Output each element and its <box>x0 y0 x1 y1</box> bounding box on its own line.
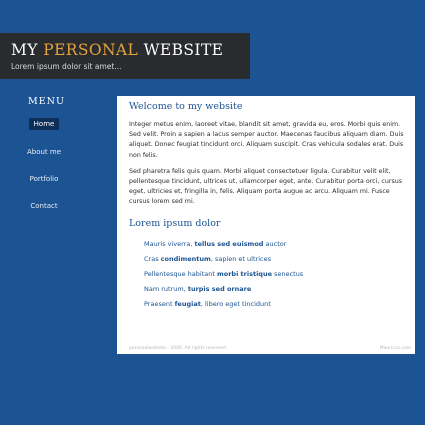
nav-item-portfolio[interactable] <box>0 173 88 185</box>
nav-item-label: Home <box>29 118 60 130</box>
intro-paragraph: Integer metus enim, laoreet vitae, blandit sit amet, gravida eu, eros. Morbi quis enim. Sed velit. Proin a sapien a lacus semper auctor. Maecenas faucibus aliquam diam. Duis aliquet. Donec feugiat tincidunt orci. Aliquam suscipit. Cras vehicula sodales erat. Duis non felis. <box>129 121 404 159</box>
lorem-heading: Lorem ipsum dolor <box>129 217 221 229</box>
list-item-link[interactable] <box>144 252 407 267</box>
nav-item-label: Portfolio <box>29 175 59 183</box>
link-text: senectus <box>272 269 304 278</box>
link-text: Nam rutrum, <box>144 284 188 293</box>
site-tagline: Lorem ipsum dolor sit amet... <box>11 62 122 71</box>
footer-credit-link[interactable]: Mauricus.com <box>379 346 411 351</box>
link-bold-text: condimentum <box>160 254 211 263</box>
link-text: , sapien et ultrices <box>210 254 271 263</box>
title-part-my: MY <box>11 41 38 59</box>
title-part-website: WEBSITE <box>143 41 224 59</box>
link-bold-text: tellus sed euismod <box>194 239 264 248</box>
link-text: Praesent <box>144 299 175 308</box>
list-item-link[interactable] <box>144 267 407 282</box>
nav-item-contact[interactable] <box>0 200 88 212</box>
nav-item-about-me[interactable] <box>0 146 88 158</box>
title-part-personal: PERSONAL <box>43 41 139 59</box>
nav-item-label: Contact <box>30 202 58 210</box>
list-item-link[interactable] <box>144 282 407 297</box>
list-item-link[interactable] <box>144 237 407 252</box>
welcome-heading: Welcome to my website <box>129 101 243 112</box>
main-content <box>117 96 415 354</box>
link-bold-text: morbi tristique <box>216 269 272 278</box>
second-paragraph: Sed pharetra felis quis quam. Morbi aliquet consectetuer ligula. Curabitur velit elit, pellentesque tincidunt, ultrices ut, ullamcorper eget, ante. Curabitur porta orci, cursus eget, ultricies et, fringilla in, felis. Aliquam porta augue ac arcu. Aliquam mi. Fusce cursus lorem sed mi. <box>129 167 402 206</box>
link-text: Pellentesque habitant <box>144 269 217 278</box>
list-item-link[interactable] <box>144 297 407 312</box>
nav-item-home[interactable] <box>0 118 88 130</box>
link-text: auctor <box>263 239 287 248</box>
link-text: Mauris viverra, <box>144 239 195 248</box>
link-list <box>129 237 407 312</box>
site-header <box>0 33 250 79</box>
link-bold-text: feugiat <box>174 299 201 308</box>
link-text: , libero eget tincidunt <box>200 299 271 308</box>
footer-copyright: personalwebsite - 2006. All rights reserved. <box>129 346 228 351</box>
site-title[interactable] <box>11 42 250 59</box>
nav-item-label: About me <box>26 148 62 156</box>
link-bold-text: turpis sed ornare <box>187 284 252 293</box>
menu-heading: MENU <box>28 96 65 107</box>
link-text: Cras <box>144 254 161 263</box>
